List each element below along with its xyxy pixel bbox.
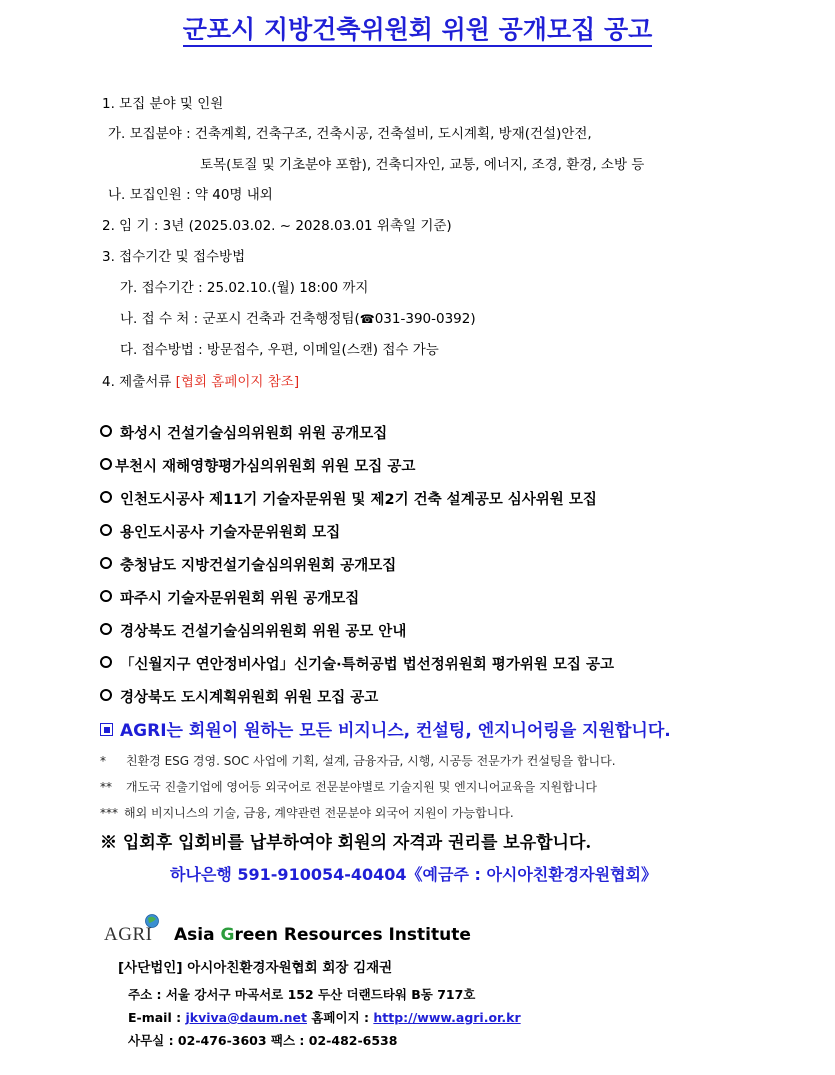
bank-account-info: 하나은행 591-910054-40404《예금주 : 아시아친환경자원협회》 xyxy=(170,865,658,884)
membership-notice: ※ 입회후 입회비를 납부하여야 회원의 자격과 권리를 보유합니다. xyxy=(100,833,592,853)
homepage-link[interactable]: http://www.agri.or.kr xyxy=(373,1010,521,1025)
application-period: 가. 접수기간 : 25.02.10.(월) 18:00 까지 xyxy=(120,280,369,296)
circle-bullet-icon xyxy=(100,524,112,536)
agri-logo xyxy=(104,912,164,946)
related-notice-item[interactable]: 충청남도 지방건설기술심의위원회 공개모집 xyxy=(100,554,396,575)
circle-bullet-icon xyxy=(100,590,112,602)
recruit-fields-line1: 가. 모집분야 : 건축계획, 건축구조, 건축시공, 건축설비, 도시계획, 방재(건설)안전, xyxy=(108,126,592,142)
note-item: *** 해외 비지니스의 기술, 금융, 계약관련 전문분야 외국어 지원이 가능합니다. xyxy=(100,806,514,820)
note-item: * 친환경 ESG 경영. SOC 사업에 기획, 설계, 금융자금, 시행, 시공등 전문가가 컨설팅을 합니다. xyxy=(100,754,616,768)
note-item: ** 개도국 진출기업에 영어등 외국어로 전문분야별로 기술지원 및 엔지니어교육을 지원합니다 xyxy=(100,780,598,794)
agri-support-banner: AGRI는 회원이 원하는 모든 비지니스, 컨설팅, 엔지니어링을 지원합니다. xyxy=(100,716,671,741)
related-notice-item[interactable]: 경상북도 도시계획위원회 위원 모집 공고 xyxy=(100,686,378,707)
phone-icon: ☎ xyxy=(359,312,375,326)
circle-bullet-icon xyxy=(100,458,112,470)
related-notice-item[interactable]: 용인도시공사 기술자문위원회 모집 xyxy=(100,521,340,542)
related-notice-item[interactable]: 화성시 건설기술심의위원회 위원 공개모집 xyxy=(100,422,387,443)
org-name-korean: [사단법인] 아시아친환경자원협회 회장 김재권 xyxy=(118,960,393,976)
square-bullet-icon xyxy=(100,723,113,736)
related-notice-item[interactable]: 파주시 기술자문위원회 위원 공개모집 xyxy=(100,587,359,608)
agri-logo-text: AGRI xyxy=(104,924,153,945)
circle-bullet-icon xyxy=(100,689,112,701)
section-2-term: 2. 임 기 : 3년 (2025.03.02. ~ 2028.03.01 위촉일 기준) xyxy=(102,218,452,234)
application-office-label: 나. 접 수 처 : 군포시 건축과 건축행정팀( xyxy=(120,311,360,327)
recruit-fields-line2: 토목(토질 및 기초분야 포함), 건축디자인, 교통, 에너지, 조경, 환경, 소방 등 xyxy=(200,157,645,173)
related-notice-item[interactable]: 부천시 재해영향평가심의위원회 위원 모집 공고 xyxy=(100,455,415,476)
section-4-documents: 4. 제출서류 [협회 홈페이지 참조] xyxy=(102,374,300,390)
circle-bullet-icon xyxy=(100,425,112,437)
related-notice-item[interactable]: 인천도시공사 제11기 기술자문위원 및 제2기 건축 설계공모 심사위원 모집 xyxy=(100,488,597,509)
circle-bullet-icon xyxy=(100,623,112,635)
section-1-heading: 1. 모집 분야 및 인원 xyxy=(102,96,224,112)
org-name-english: Asia Green Resources Institute xyxy=(174,925,471,945)
page-title: 군포시 지방건축위원회 위원 공개모집 공고 xyxy=(0,10,835,46)
address: 주소 : 서울 강서구 마곡서로 152 두산 더랜드타워 B동 717호 xyxy=(128,987,476,1002)
circle-bullet-icon xyxy=(100,557,112,569)
circle-bullet-icon xyxy=(100,656,112,668)
recruit-count: 나. 모집인원 : 약 40명 내외 xyxy=(108,187,273,203)
homepage-reference-link[interactable]: [협회 홈페이지 참조] xyxy=(175,374,300,390)
section-3-heading: 3. 접수기간 및 접수방법 xyxy=(102,249,246,265)
application-office-phone: 031-390-0392) xyxy=(374,311,476,327)
circle-bullet-icon xyxy=(100,491,112,503)
related-notice-item[interactable]: 「신월지구 연안정비사업」신기술·특허공법 법선정위원회 평가위원 모집 공고 xyxy=(100,653,614,674)
email-link[interactable]: jkviva@daum.net xyxy=(185,1010,307,1025)
related-notice-item[interactable]: 경상북도 건설기술심의위원회 위원 공모 안내 xyxy=(100,620,406,641)
application-method: 다. 접수방법 : 방문접수, 우편, 이메일(스캔) 접수 가능 xyxy=(120,342,439,358)
contact-line: E-mail : jkviva@daum.net 홈페이지 : http://www.agri.or.kr xyxy=(128,1010,521,1025)
application-office xyxy=(120,307,476,327)
phone-fax: 사무실 : 02-476-3603 팩스 : 02-482-6538 xyxy=(128,1033,398,1048)
